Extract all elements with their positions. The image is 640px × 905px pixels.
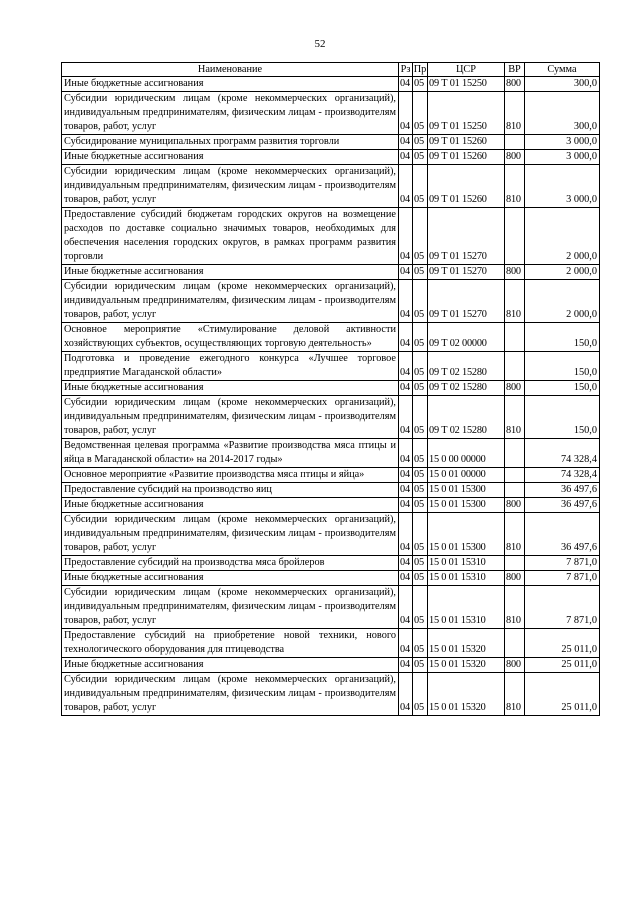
cell-vr: 810 <box>505 673 525 716</box>
cell-name: Подготовка и проведение ежегодного конкурса «Лучшее торговое предприятие Магаданской области» <box>62 352 399 381</box>
cell-pr: 05 <box>413 92 428 135</box>
cell-pr: 05 <box>413 265 428 280</box>
cell-name: Основное мероприятие «Стимулирование деловой активности хозяйствующих субъектов, осуществляющих торговую деятельность» <box>62 323 399 352</box>
cell-vr: 800 <box>505 658 525 673</box>
cell-rz: 04 <box>399 135 413 150</box>
cell-vr: 800 <box>505 150 525 165</box>
cell-pr: 05 <box>413 498 428 513</box>
header-pr: Пр <box>413 64 427 75</box>
cell-name: Субсидии юридическим лицам (кроме некоммерческих организаций), индивидуальным предпринимателям, физическим лицам - производителям товаров, работ, услуг <box>62 396 399 439</box>
table-row <box>62 513 600 556</box>
header-rz: Рз <box>399 63 413 77</box>
cell-name: Предоставление субсидий на приобретение новой техники, нового технологического оборудования для птицеводства <box>62 629 399 658</box>
cell-vr: 810 <box>505 513 525 556</box>
table-row <box>62 92 600 135</box>
cell-sum: 2 000,0 <box>525 265 600 280</box>
cell-csr: 15 0 01 15300 <box>428 513 505 556</box>
cell-sum: 25 011,0 <box>525 658 600 673</box>
cell-rz: 04 <box>399 381 413 396</box>
cell-csr: 09 Т 01 15260 <box>428 150 505 165</box>
cell-vr: 810 <box>505 586 525 629</box>
cell-pr: 05 <box>413 150 428 165</box>
table-row <box>62 77 600 92</box>
cell-vr <box>505 352 525 381</box>
cell-csr: 09 Т 01 15260 <box>428 165 505 208</box>
cell-name: Иные бюджетные ассигнования <box>62 265 399 280</box>
cell-rz: 04 <box>399 439 413 468</box>
cell-pr: 05 <box>413 165 428 208</box>
cell-csr: 09 Т 01 15270 <box>428 280 505 323</box>
header-vr: ВР <box>505 63 525 77</box>
cell-name: Предоставление субсидий на производства мяса бройлеров <box>62 556 399 571</box>
cell-csr: 09 Т 01 15270 <box>428 208 505 265</box>
cell-rz: 04 <box>399 571 413 586</box>
cell-csr: 09 Т 01 15250 <box>428 92 505 135</box>
cell-csr: 15 0 01 15310 <box>428 556 505 571</box>
table-row <box>62 381 600 396</box>
header-csr: ЦСР <box>428 63 505 77</box>
cell-pr: 05 <box>413 280 428 323</box>
cell-rz: 04 <box>399 498 413 513</box>
cell-rz: 04 <box>399 92 413 135</box>
cell-name: Субсидии юридическим лицам (кроме некоммерческих организаций), индивидуальным предпринимателям, физическим лицам - производителям товаров, работ, услуг <box>62 673 399 716</box>
cell-pr: 05 <box>413 135 428 150</box>
table-row <box>62 468 600 483</box>
cell-name: Субсидии юридическим лицам (кроме некоммерческих организаций), индивидуальным предпринимателям, физическим лицам - производителям товаров, работ, услуг <box>62 280 399 323</box>
cell-vr: 800 <box>505 77 525 92</box>
cell-sum: 36 497,6 <box>525 513 600 556</box>
cell-sum: 3 000,0 <box>525 165 600 208</box>
cell-rz: 04 <box>399 280 413 323</box>
cell-rz: 04 <box>399 77 413 92</box>
cell-csr: 15 0 01 15320 <box>428 629 505 658</box>
table-row <box>62 673 600 716</box>
cell-sum: 3 000,0 <box>525 150 600 165</box>
cell-name: Субсидии юридическим лицам (кроме некоммерческих организаций), индивидуальным предпринимателям, физическим лицам - производителям товаров, работ, услуг <box>62 165 399 208</box>
cell-pr: 05 <box>413 468 428 483</box>
cell-sum: 7 871,0 <box>525 571 600 586</box>
cell-vr <box>505 135 525 150</box>
cell-rz: 04 <box>399 323 413 352</box>
cell-vr <box>505 468 525 483</box>
cell-name: Предоставление субсидий бюджетам городских округов на возмещение расходов по доставке социально значимых товаров, необходимых для обеспечения населения городских округов, в рамках программ развития торговли <box>62 208 399 265</box>
cell-vr <box>505 483 525 498</box>
cell-csr: 09 Т 02 15280 <box>428 352 505 381</box>
table-row <box>62 323 600 352</box>
table-row <box>62 439 600 468</box>
cell-sum: 74 328,4 <box>525 439 600 468</box>
budget-table <box>61 62 600 716</box>
cell-pr: 05 <box>413 629 428 658</box>
table-row <box>62 396 600 439</box>
header-row <box>62 63 600 77</box>
cell-vr <box>505 629 525 658</box>
cell-rz: 04 <box>399 513 413 556</box>
table-row <box>62 208 600 265</box>
cell-rz: 04 <box>399 658 413 673</box>
cell-name: Субсидии юридическим лицам (кроме некоммерческих организаций), индивидуальным предпринимателям, физическим лицам - производителям товаров, работ, услуг <box>62 586 399 629</box>
cell-sum: 25 011,0 <box>525 629 600 658</box>
cell-pr: 05 <box>413 556 428 571</box>
cell-csr: 09 Т 01 15250 <box>428 77 505 92</box>
cell-rz: 04 <box>399 483 413 498</box>
cell-name: Субсидирование муниципальных программ развития торговли <box>62 135 399 150</box>
cell-rz: 04 <box>399 556 413 571</box>
cell-csr: 15 0 01 15320 <box>428 658 505 673</box>
cell-vr: 800 <box>505 571 525 586</box>
cell-pr: 05 <box>413 381 428 396</box>
cell-name: Иные бюджетные ассигнования <box>62 658 399 673</box>
cell-pr: 05 <box>413 586 428 629</box>
table-row <box>62 556 600 571</box>
cell-csr: 15 0 01 15300 <box>428 498 505 513</box>
cell-sum: 36 497,6 <box>525 498 600 513</box>
cell-sum: 150,0 <box>525 352 600 381</box>
cell-rz: 04 <box>399 265 413 280</box>
cell-pr: 05 <box>413 208 428 265</box>
table-header <box>62 63 600 77</box>
cell-rz: 04 <box>399 468 413 483</box>
cell-sum: 7 871,0 <box>525 586 600 629</box>
table-row <box>62 165 600 208</box>
cell-vr <box>505 323 525 352</box>
cell-pr: 05 <box>413 352 428 381</box>
cell-name: Иные бюджетные ассигнования <box>62 381 399 396</box>
cell-name: Ведомственная целевая программа «Развитие производства мяса птицы и яйца в Магаданской области» на 2014-2017 годы» <box>62 439 399 468</box>
cell-vr <box>505 439 525 468</box>
cell-vr: 800 <box>505 498 525 513</box>
cell-pr: 05 <box>413 571 428 586</box>
table-row <box>62 658 600 673</box>
cell-sum: 36 497,6 <box>525 483 600 498</box>
header-name: Наименование <box>62 63 399 77</box>
cell-name: Предоставление субсидий на производство яиц <box>62 483 399 498</box>
cell-sum: 7 871,0 <box>525 556 600 571</box>
cell-pr: 05 <box>413 439 428 468</box>
page-number: 52 <box>314 38 326 50</box>
cell-sum: 2 000,0 <box>525 208 600 265</box>
cell-sum: 3 000,0 <box>525 135 600 150</box>
cell-vr <box>505 208 525 265</box>
cell-csr: 15 0 01 00000 <box>428 468 505 483</box>
cell-pr: 05 <box>413 483 428 498</box>
cell-name: Иные бюджетные ассигнования <box>62 571 399 586</box>
cell-rz: 04 <box>399 396 413 439</box>
cell-rz: 04 <box>399 673 413 716</box>
cell-csr: 09 Т 02 15280 <box>428 396 505 439</box>
cell-sum: 150,0 <box>525 323 600 352</box>
cell-sum: 150,0 <box>525 396 600 439</box>
cell-vr: 800 <box>505 381 525 396</box>
cell-csr: 15 0 01 15310 <box>428 571 505 586</box>
cell-rz: 04 <box>399 629 413 658</box>
cell-name: Субсидии юридическим лицам (кроме некоммерческих организаций), индивидуальным предпринимателям, физическим лицам - производителям товаров, работ, услуг <box>62 92 399 135</box>
table-row <box>62 352 600 381</box>
table-row <box>62 483 600 498</box>
cell-vr: 810 <box>505 396 525 439</box>
cell-pr: 05 <box>413 673 428 716</box>
cell-pr: 05 <box>413 658 428 673</box>
table-body <box>62 77 600 716</box>
cell-name: Основное мероприятие «Развитие производства мяса птицы и яйца» <box>62 468 399 483</box>
cell-sum: 74 328,4 <box>525 468 600 483</box>
table-row <box>62 150 600 165</box>
cell-rz: 04 <box>399 352 413 381</box>
table-row <box>62 135 600 150</box>
cell-vr <box>505 556 525 571</box>
cell-rz: 04 <box>399 586 413 629</box>
cell-vr: 810 <box>505 165 525 208</box>
cell-sum: 25 011,0 <box>525 673 600 716</box>
header-sum: Сумма <box>525 63 600 77</box>
cell-csr: 09 Т 01 15270 <box>428 265 505 280</box>
cell-name: Иные бюджетные ассигнования <box>62 77 399 92</box>
table-row <box>62 280 600 323</box>
table-row <box>62 586 600 629</box>
cell-csr: 15 0 00 00000 <box>428 439 505 468</box>
table-row <box>62 571 600 586</box>
cell-name: Иные бюджетные ассигнования <box>62 498 399 513</box>
cell-pr: 05 <box>413 77 428 92</box>
cell-pr: 05 <box>413 513 428 556</box>
cell-csr: 15 0 01 15310 <box>428 586 505 629</box>
cell-sum: 2 000,0 <box>525 280 600 323</box>
table-row <box>62 629 600 658</box>
cell-csr: 09 Т 02 00000 <box>428 323 505 352</box>
cell-pr: 05 <box>413 323 428 352</box>
cell-sum: 300,0 <box>525 77 600 92</box>
cell-csr: 09 Т 02 15280 <box>428 381 505 396</box>
cell-csr: 15 0 01 15300 <box>428 483 505 498</box>
table-row <box>62 498 600 513</box>
cell-rz: 04 <box>399 165 413 208</box>
cell-sum: 300,0 <box>525 92 600 135</box>
cell-vr: 810 <box>505 92 525 135</box>
table-row <box>62 265 600 280</box>
cell-pr: 05 <box>413 396 428 439</box>
cell-csr: 15 0 01 15320 <box>428 673 505 716</box>
cell-rz: 04 <box>399 208 413 265</box>
cell-sum: 150,0 <box>525 381 600 396</box>
cell-name: Иные бюджетные ассигнования <box>62 150 399 165</box>
cell-csr: 09 Т 01 15260 <box>428 135 505 150</box>
cell-vr: 810 <box>505 280 525 323</box>
cell-vr: 800 <box>505 265 525 280</box>
cell-name: Субсидии юридическим лицам (кроме некоммерческих организаций), индивидуальным предпринимателям, физическим лицам - производителям товаров, работ, услуг <box>62 513 399 556</box>
cell-rz: 04 <box>399 150 413 165</box>
